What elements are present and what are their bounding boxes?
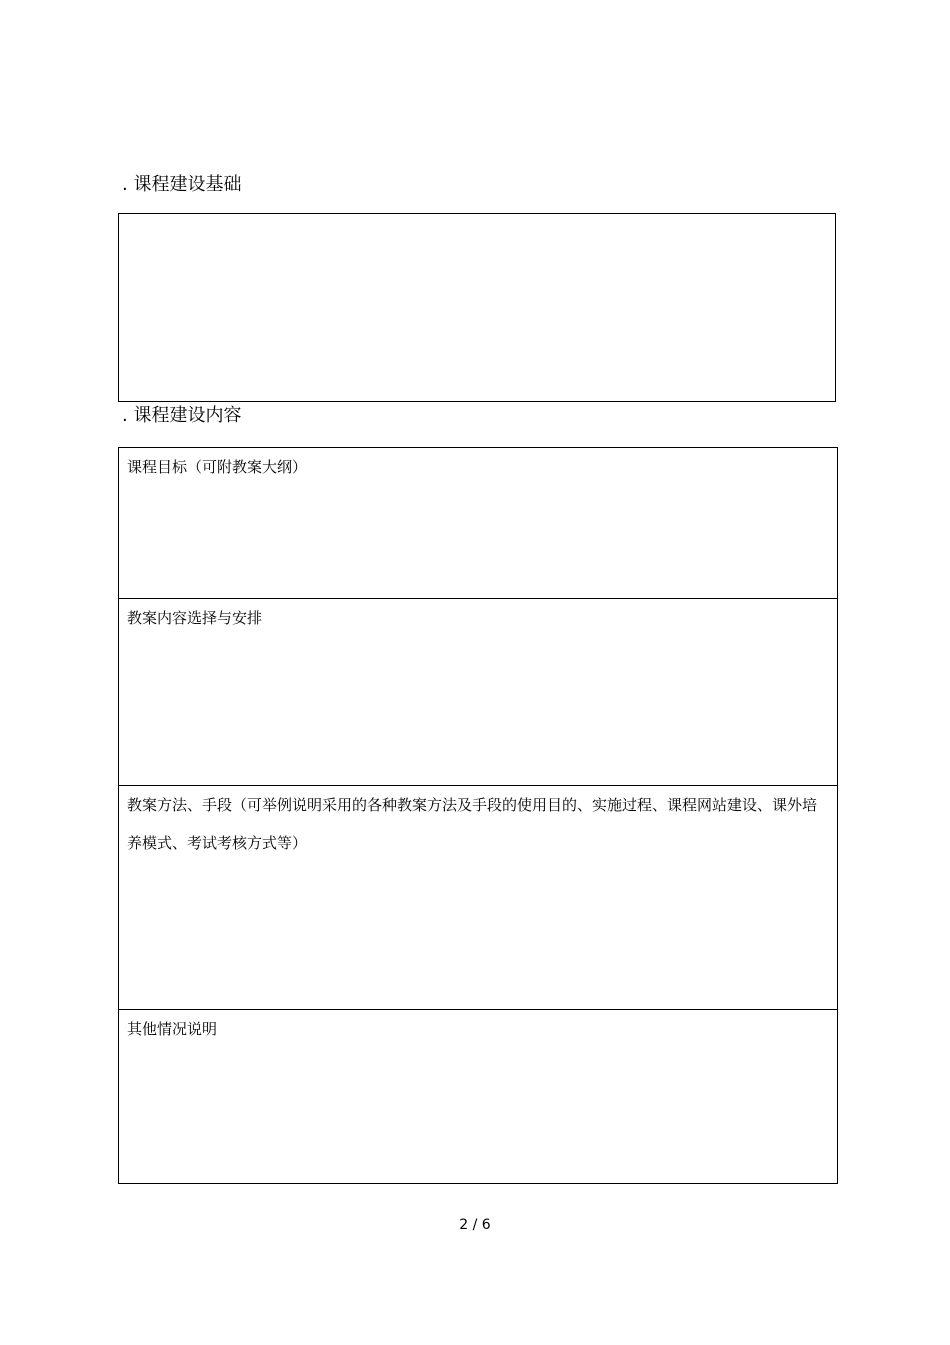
table-cell-course-goal bbox=[119, 448, 838, 599]
table-row-teaching-content bbox=[119, 599, 838, 786]
table-cell-other-notes bbox=[119, 1010, 838, 1184]
teaching-content-label: 教案内容选择与安排 bbox=[127, 609, 263, 627]
course-basis-box bbox=[118, 213, 836, 402]
page-number: 2 / 6 bbox=[459, 1217, 491, 1233]
table-row-other-notes bbox=[119, 1010, 838, 1184]
section-heading-course-content: . 课程建设内容 bbox=[122, 405, 242, 426]
table-row-course-goal bbox=[119, 448, 838, 599]
table-row-teaching-methods bbox=[119, 786, 838, 1010]
course-content-table bbox=[118, 447, 838, 1184]
course-goal-label: 课程目标（可附教案大纲） bbox=[127, 458, 308, 476]
teaching-methods-label: 教案方法、手段（可举例说明采用的各种教案方法及手段的使用目的、实施过程、课程网站建设、课外培养模式、考试考核方式等） bbox=[127, 796, 818, 852]
table-cell-teaching-methods bbox=[119, 786, 838, 1010]
section-heading-course-basis: . 课程建设基础 bbox=[122, 174, 242, 195]
other-notes-label: 其他情况说明 bbox=[127, 1020, 218, 1038]
table-cell-teaching-content bbox=[119, 599, 838, 786]
